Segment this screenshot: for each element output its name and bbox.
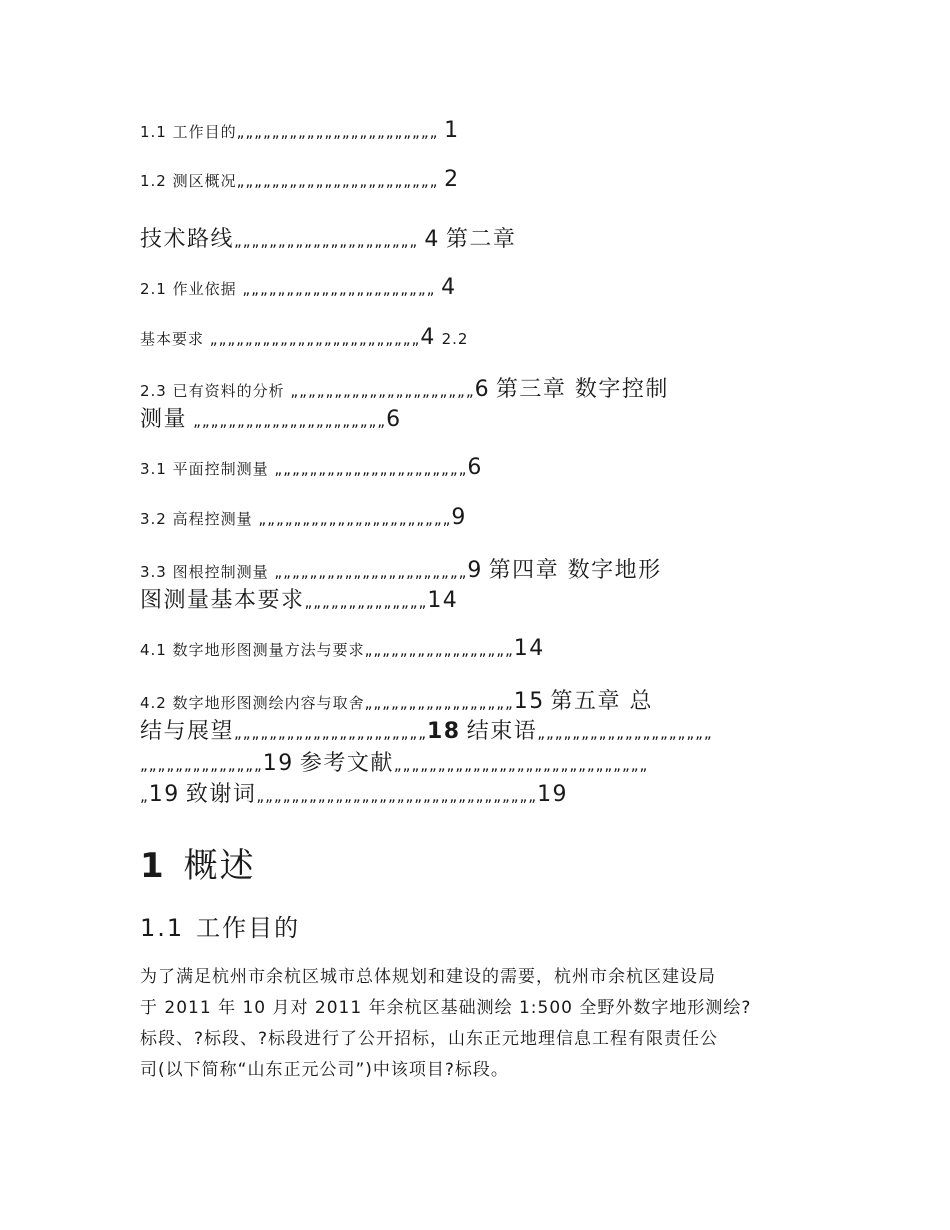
section-heading: 1 概述 [140, 846, 256, 886]
toc-entry[interactable]: 4.1 数字地形图测量方法与要求„„„„„„„„„„„„„„„„„14 [140, 636, 545, 661]
toc-entry[interactable]: 结与展望„„„„„„„„„„„„„„„„„„„„„„18 结束语„„„„„„„„„„„„„„„„„„„„ [140, 719, 713, 744]
toc-entry[interactable]: „19 致谢词„„„„„„„„„„„„„„„„„„„„„„„„„„„„„„„„19 [140, 782, 569, 807]
toc-entry[interactable]: 基本要求 „„„„„„„„„„„„„„„„„„„„„„„„4 2.2 [140, 325, 469, 350]
toc-entry[interactable]: 1.1 工作目的„„„„„„„„„„„„„„„„„„„„„„„ 1 [140, 118, 460, 143]
toc-entry[interactable]: 图测量基本要求„„„„„„„„„„„„„„14 [140, 588, 459, 613]
toc-entry[interactable]: 测量 „„„„„„„„„„„„„„„„„„„„„„6 [140, 407, 402, 432]
toc-entry[interactable]: „„„„„„„„„„„„„„19 参考文献„„„„„„„„„„„„„„„„„„„„„„„„„„„„„ [140, 751, 649, 776]
toc-entry[interactable]: 1.2 测区概况„„„„„„„„„„„„„„„„„„„„„„„ 2 [140, 167, 460, 192]
toc-entry[interactable]: 2.3 已有资料的分析 „„„„„„„„„„„„„„„„„„„„„6 第三章 数字控制 [140, 377, 669, 402]
subsection-heading: 1.1 工作目的 [140, 914, 301, 942]
toc-entry[interactable]: 2.1 作业依据 „„„„„„„„„„„„„„„„„„„„„„ 4 [140, 275, 457, 300]
toc-entry[interactable]: 技术路线„„„„„„„„„„„„„„„„„„„„„ 4 第二章 [140, 227, 517, 252]
toc-entry[interactable]: 4.2 数字地形图测绘内容与取舍„„„„„„„„„„„„„„„„„15 第五章 总 [140, 689, 654, 714]
body-paragraph: 为了满足杭州市余杭区城市总体规划和建设的需要，杭州市余杭区建设局 于 2011 年 10 月对 2011 年余杭区基础测绘 1:500 全野外数字地形测绘? 标段、?标段、?标段进行了公开招标，山东正元地理信息工程有限责任公 司(以下简称“山东正元公司”)中该项目?标段。 [140, 967, 752, 1080]
toc-entry[interactable]: 3.2 高程控测量 „„„„„„„„„„„„„„„„„„„„„„9 [140, 505, 467, 530]
toc-entry[interactable]: 3.3 图根控制测量 „„„„„„„„„„„„„„„„„„„„„„9 第四章 数字地形 [140, 558, 662, 583]
toc-entry[interactable]: 3.1 平面控制测量 „„„„„„„„„„„„„„„„„„„„„„6 [140, 455, 483, 480]
